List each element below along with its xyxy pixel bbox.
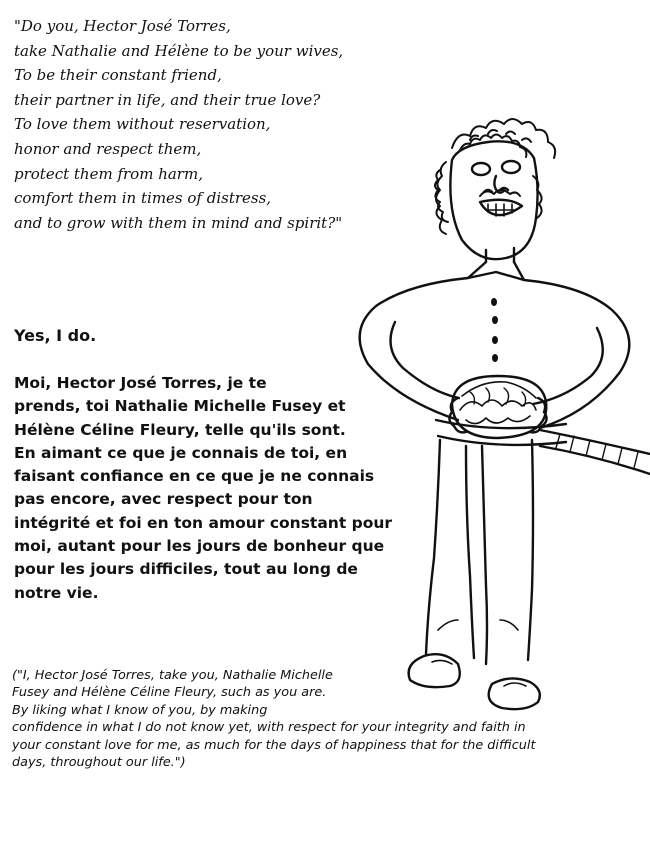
shirt-buttons — [491, 298, 498, 362]
vow-line: To be their constant friend, — [14, 66, 222, 85]
french-vow-line: prends, toi Nathalie Michelle Fusey et — [14, 397, 346, 416]
french-vow-line: pour les jours difficiles, tout au long de — [14, 560, 358, 579]
vow-line: To love them without reservation, — [14, 115, 271, 134]
vow-line: take Nathalie and Hélène to be your wives, — [14, 41, 344, 60]
vow-line: their partner in life, and their true love? — [14, 90, 321, 109]
french-vow-line: faisant confiance en ce que je ne connais — [14, 467, 375, 486]
french-vow — [14, 372, 434, 605]
translation-line: By liking what I know of you, by making — [12, 702, 268, 718]
translation-line: your constant love for me, as much for the days of happiness that for the difficult — [12, 737, 536, 753]
french-vow-line: Hélène Céline Fleury, telle qu'ils sont. — [14, 420, 346, 439]
translation-line: days, throughout our life.") — [12, 755, 186, 771]
french-vow-line: Moi, Hector José Torres, je te — [14, 374, 267, 392]
vow-line: honor and respect them, — [14, 139, 202, 158]
vow-reply: Yes, I do. — [14, 326, 97, 345]
french-vow-line: moi, autant pour les jours de bonheur que — [14, 537, 385, 556]
vow-question — [14, 14, 414, 235]
translation-line: Fusey and Hélène Céline Fleury, such as you are. — [12, 685, 327, 701]
translation-line: ("I, Hector José Torres, take you, Nathalie Michelle — [12, 668, 333, 683]
vow-line: comfort them in times of distress, — [14, 189, 272, 208]
translation-line: confidence in what I do not know yet, with respect for your integrity and faith in — [12, 720, 526, 736]
french-vow-line: pas encore, avec respect pour ton — [14, 490, 313, 509]
french-vow-line: notre vie. — [14, 583, 99, 602]
vow-line: "Do you, Hector José Torres, — [14, 17, 231, 35]
french-vow-line: intégrité et foi en ton amour constant pour — [14, 513, 393, 532]
vow-line: protect them from harm, — [14, 164, 203, 183]
french-vow-line: En aimant ce que je connais de toi, en — [14, 443, 348, 462]
english-translation — [12, 667, 642, 771]
vow-line: and to grow with them in mind and spirit?" — [14, 213, 343, 232]
